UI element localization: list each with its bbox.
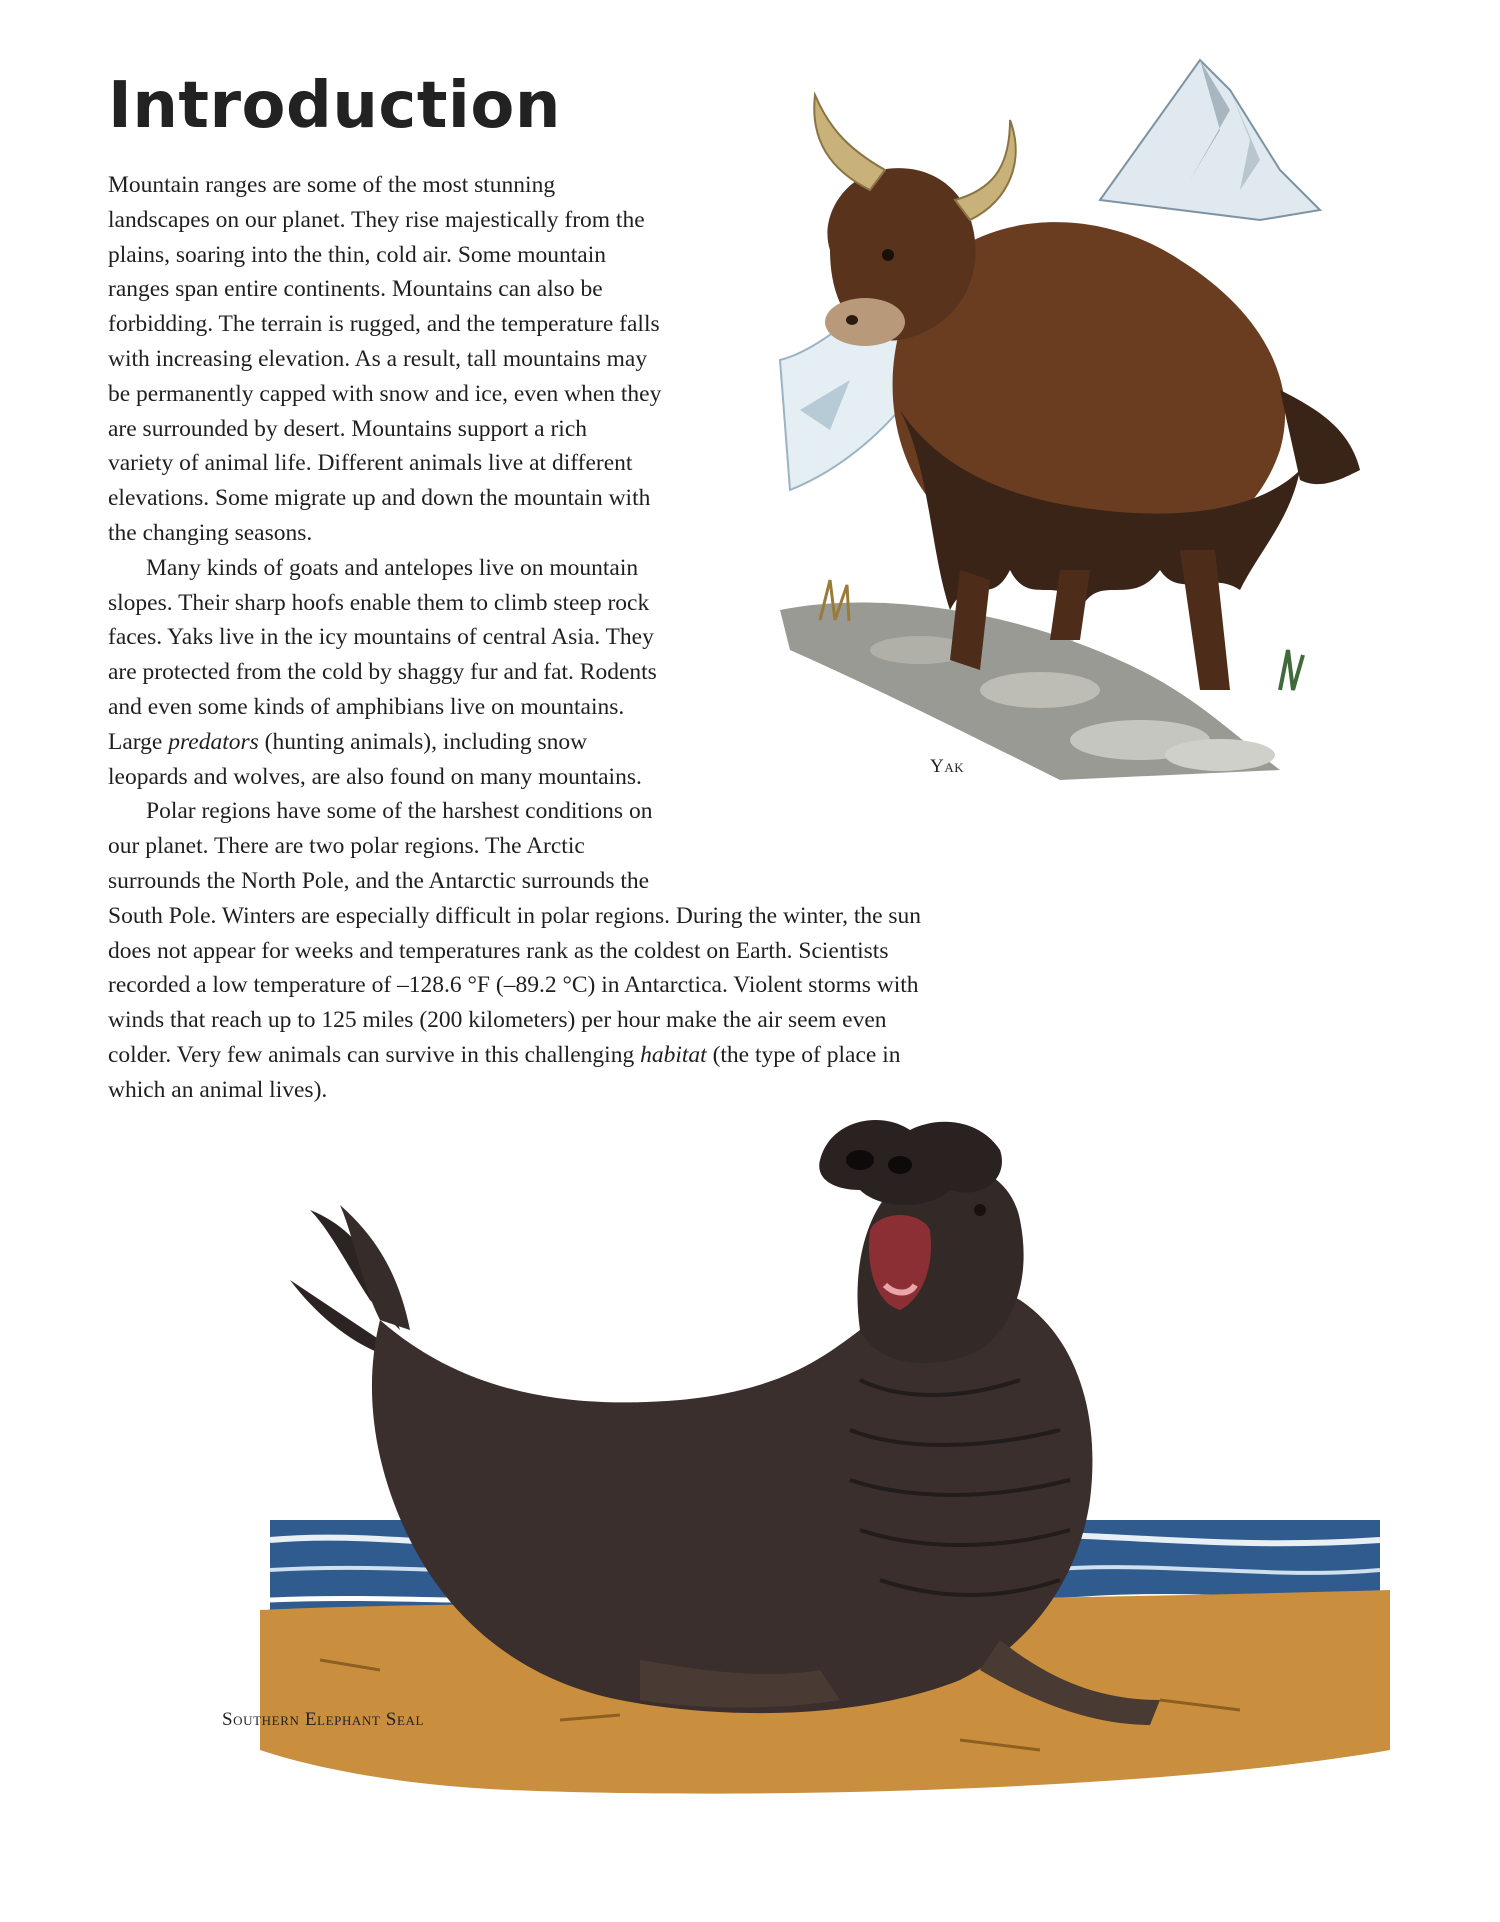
italic-term: predators [168,728,259,755]
text-line: are surrounded by desert. Mountains support a rich [108,415,588,442]
text-line: plains, soaring into the thin, cold air. Some mountain [108,241,607,268]
text-line: does not appear for weeks and temperatures rank as the coldest on Earth. Scientists [108,937,889,964]
text-line: surrounds the North Pole, and the Antarctic surrounds the [108,867,650,894]
text-line: with increasing elevation. As a result, tall mountains may [108,345,648,372]
text-line: landscapes on our planet. They rise majestically from the [108,206,645,233]
text-line: forbidding. The terrain is rugged, and the temperature falls [108,311,660,338]
italic-term: habitat [640,1041,707,1068]
text-line: faces. Yaks live in the icy mountains of central Asia. They [108,624,654,651]
text-line: are protected from the cold by shaggy fur and fat. Rodents [108,659,657,686]
text-line: variety of animal life. Different animals live at different [108,450,633,477]
yak-caption: Yak [930,756,965,777]
text-line: Mountain ranges are some of the most stunning [108,172,556,198]
text-line: elevations. Some migrate up and down the mountain with [108,485,651,512]
text-line: be permanently capped with snow and ice, even when they [108,380,662,407]
elephant-seal-illustration [260,1100,1390,1800]
text-line: recorded a low temperature of –128.6 °F (–89.2 °C) in Antarctica. Violent storms with [108,972,919,999]
text-line: colder. Very few animals can survive in this challenging habitat (the type of place in [108,1041,901,1068]
text-line: slopes. Their sharp hoofs enable them to climb steep rock [108,589,650,616]
text-line: Many kinds of goats and antelopes live on mountain [146,554,639,581]
text-line: winds that reach up to 125 miles (200 kilometers) per hour make the air seem even [108,1007,887,1034]
text-line: ranges span entire continents. Mountains can also be [108,276,603,303]
text-line: Polar regions have some of the harshest conditions on [146,798,653,825]
text-line: leopards and wolves, are also found on many mountains. [108,763,642,790]
text-line: Large predators (hunting animals), including snow [108,728,588,755]
text-line: which an animal lives). [108,1076,328,1103]
text-line: our planet. There are two polar regions. The Arctic [108,833,585,860]
page-title: Introduction [108,69,561,143]
seal-caption: Southern Elephant Seal [222,1709,425,1730]
yak-illustration [760,50,1380,780]
text-line: South Pole. Winters are especially difficult in polar regions. During the winter, the sun [108,902,922,929]
text-line: the changing seasons. [108,519,313,546]
text-line: and even some kinds of amphibians live on mountains. [108,693,625,720]
